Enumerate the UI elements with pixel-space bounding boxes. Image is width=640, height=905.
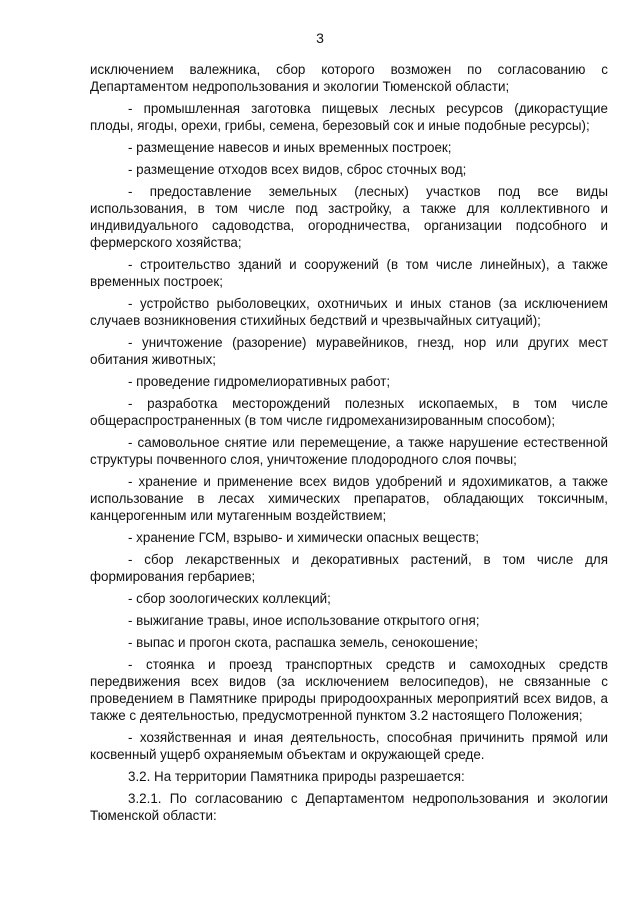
clause-paragraph: 3.2.1. По согласованию с Департаментом недропользования и экологии Тюменской области: xyxy=(90,791,608,823)
list-item: - устройство рыболовецких, охотничьих и иных станов (за исключением случаев возникновения стихийных бедствий и чрезвычайных ситуаций); xyxy=(90,296,608,328)
page-number: 3 xyxy=(316,30,324,46)
list-item: - промышленная заготовка пищевых лесных ресурсов (дикорастущие плоды, ягоды, орехи, грибы, семена, березовый сок и иные подобные ресурсы); xyxy=(90,101,608,133)
list-item: - самовольное снятие или перемещение, а также нарушение естественной структуры почвенного слоя, уничтожение плодородного слоя почвы; xyxy=(90,435,608,467)
list-item: - предоставление земельных (лесных) участков под все виды использования, в том числе под застройку, а также для коллективного и индивидуального садоводства, огородничества, организации подсобного и фермерского хозяйства; xyxy=(90,184,608,250)
clause-heading: 3.2. На территории Памятника природы разрешается: xyxy=(128,769,465,784)
list-item: - выжигание травы, иное использование открытого огня; xyxy=(128,613,480,628)
list-item: - стоянка и проезд транспортных средств и самоходных средств передвижения всех видов (за исключением велосипедов), не связанные с проведением в Памятнике природы природоохранных мероприятий всех видов, а также с деятельностью, предусмотренной пунктом 3.2 настоящего Положения; xyxy=(90,657,608,723)
list-item: - выпас и прогон скота, распашка земель, сенокошение; xyxy=(128,635,479,650)
list-item: - проведение гидромелиоративных работ; xyxy=(128,374,391,389)
document-body xyxy=(90,61,608,824)
list-item: - размещение навесов и иных временных построек; xyxy=(128,140,452,155)
list-item: - хозяйственная и иная деятельность, способная причинить прямой или косвенный ущерб охраняемым объектам и окружающей среде. xyxy=(90,730,608,762)
list-item: - строительство зданий и сооружений (в том числе линейных), а также временных построек; xyxy=(90,257,608,289)
list-item: - уничтожение (разорение) муравейников, гнезд, нор или других мест обитания животных; xyxy=(90,335,608,367)
paragraph: исключением валежника, сбор которого возможен по согласованию с Департаментом недропользования и экологии Тюменской области; xyxy=(90,62,608,94)
list-item: - сбор лекарственных и декоративных растений, в том числе для формирования гербариев; xyxy=(90,552,608,584)
list-item: - размещение отходов всех видов, сброс сточных вод; xyxy=(128,162,467,177)
list-item: - разработка месторождений полезных ископаемых, в том числе общераспространенных (в том числе гидромеханизированным способом); xyxy=(90,396,608,428)
list-item: - хранение ГСМ, взрыво- и химически опасных веществ; xyxy=(128,530,480,545)
list-item: - хранение и применение всех видов удобрений и ядохимикатов, а также использование в лесах химических препаратов, обладающих токсичным, канцерогенным или мутагенным воздействием; xyxy=(90,474,608,523)
list-item: - сбор зоологических коллекций; xyxy=(128,591,331,606)
